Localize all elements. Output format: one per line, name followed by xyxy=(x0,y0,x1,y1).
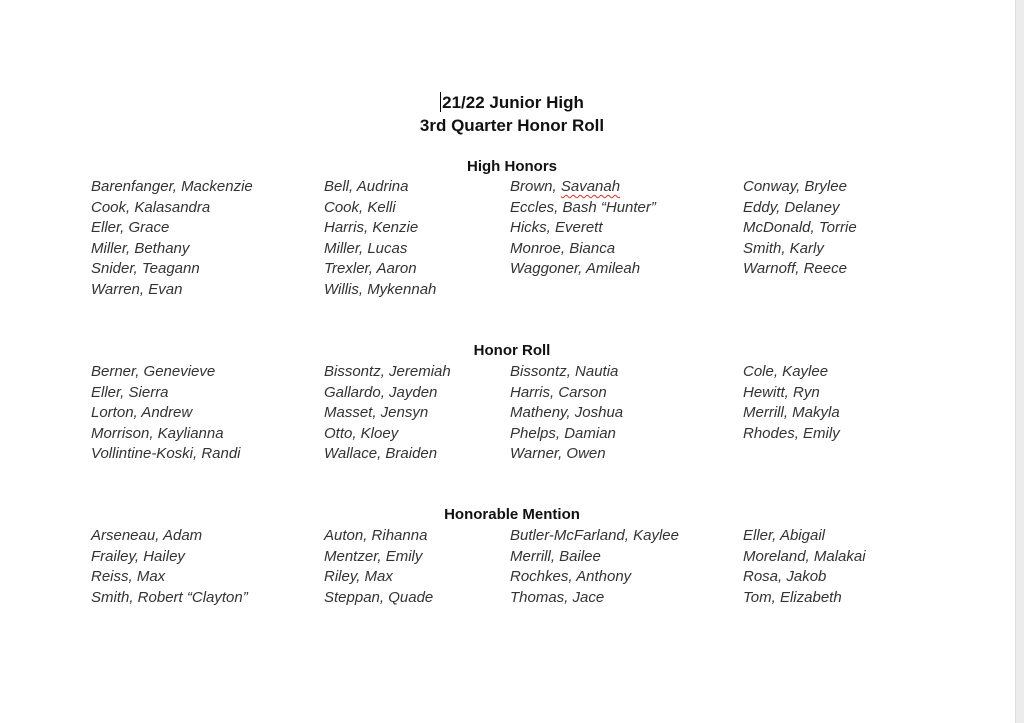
text-cursor xyxy=(440,92,441,112)
student-name: Reiss, Max xyxy=(91,568,166,586)
student-name: Smith, Robert “Clayton” xyxy=(91,588,248,606)
student-name: Rochkes, Anthony xyxy=(510,568,632,586)
student-name: Matheny, Joshua xyxy=(510,404,624,422)
student-name: Monroe, Bianca xyxy=(510,239,616,257)
section-heading-honor-roll: Honor Roll xyxy=(473,342,551,359)
student-name: Eller, Grace xyxy=(91,219,170,237)
student-name: Warren, Evan xyxy=(91,280,183,298)
student-name: Eller, Abigail xyxy=(743,527,825,544)
document-title-line2: 3rd Quarter Honor Roll xyxy=(419,116,605,135)
title-line1-text: 21/22 Junior High xyxy=(442,93,584,112)
section-heading-high-honors: High Honors xyxy=(467,158,557,175)
student-name: Arseneau, Adam xyxy=(91,527,203,544)
student-name: Bissontz, Jeremiah xyxy=(324,363,451,380)
student-name: Barenfanger, Mackenzie xyxy=(91,178,253,195)
student-name: Rosa, Jakob xyxy=(743,568,827,586)
student-name-spellcheck-flagged[interactable]: Brown, Savanah xyxy=(510,178,621,195)
name-column xyxy=(324,526,433,608)
student-name: Riley, Max xyxy=(324,568,393,586)
student-name: Otto, Kloey xyxy=(324,424,399,442)
student-name: Wallace, Braiden xyxy=(324,445,438,463)
student-name: Hewitt, Ryn xyxy=(743,383,820,401)
student-name: Berner, Genevieve xyxy=(91,363,216,380)
name-column xyxy=(324,362,451,465)
student-name: Snider, Teagann xyxy=(91,260,200,278)
student-name: Masset, Jensyn xyxy=(324,404,429,422)
student-name: Merrill, Makyla xyxy=(743,404,840,422)
student-name: Miller, Bethany xyxy=(91,239,190,257)
name-column xyxy=(510,526,679,608)
student-name: Steppan, Quade xyxy=(324,588,434,606)
student-name: Warner, Owen xyxy=(510,445,606,463)
name-column xyxy=(91,362,241,465)
name-column xyxy=(743,526,866,608)
name-column xyxy=(91,526,248,608)
student-name: Bissontz, Nautia xyxy=(510,363,619,380)
section-heading-honorable-mention: Honorable Mention xyxy=(444,506,580,523)
student-name: Frailey, Hailey xyxy=(91,547,185,565)
student-name: Butler-McFarland, Kaylee xyxy=(510,527,679,544)
student-name: Waggoner, Amileah xyxy=(510,260,641,278)
student-name: Phelps, Damian xyxy=(510,424,616,442)
name-column xyxy=(510,362,623,465)
student-name: Mentzer, Emily xyxy=(324,547,423,565)
student-name: Bell, Audrina xyxy=(324,178,409,195)
student-name: Warnoff, Reece xyxy=(743,260,847,278)
name-column xyxy=(743,362,840,444)
student-name: McDonald, Torrie xyxy=(743,219,857,237)
student-name: Rhodes, Emily xyxy=(743,424,840,442)
student-name: Thomas, Jace xyxy=(510,588,605,606)
student-name: Willis, Mykennah xyxy=(324,280,437,298)
name-column xyxy=(91,177,253,301)
student-name: Harris, Carson xyxy=(510,383,607,401)
student-name: Eller, Sierra xyxy=(91,383,169,401)
student-name: Harris, Kenzie xyxy=(324,219,419,237)
student-name: Merrill, Bailee xyxy=(510,547,601,565)
student-name: Cook, Kelli xyxy=(324,198,396,216)
student-name: Moreland, Malakai xyxy=(743,547,866,565)
student-name: Tom, Elizabeth xyxy=(743,588,842,606)
name-column xyxy=(743,177,857,280)
student-name: Eccles, Bash “Hunter” xyxy=(510,198,656,216)
name-column xyxy=(324,177,436,301)
student-name: Trexler, Aaron xyxy=(324,260,417,278)
student-name: Lorton, Andrew xyxy=(91,404,193,422)
student-name: Hicks, Everett xyxy=(510,219,603,237)
document-title-line1 xyxy=(0,92,1024,113)
student-name: Auton, Rihanna xyxy=(324,527,428,544)
name-column xyxy=(510,177,656,280)
student-name: Smith, Karly xyxy=(743,239,824,257)
student-name: Conway, Brylee xyxy=(743,178,847,195)
student-name: Miller, Lucas xyxy=(324,239,408,257)
student-name: Cole, Kaylee xyxy=(743,363,829,380)
student-name: Gallardo, Jayden xyxy=(324,383,438,401)
student-name: Morrison, Kaylianna xyxy=(91,424,224,442)
student-name: Vollintine-Koski, Randi xyxy=(91,445,241,463)
student-name: Eddy, Delaney xyxy=(743,198,840,216)
student-name: Cook, Kalasandra xyxy=(91,198,211,216)
